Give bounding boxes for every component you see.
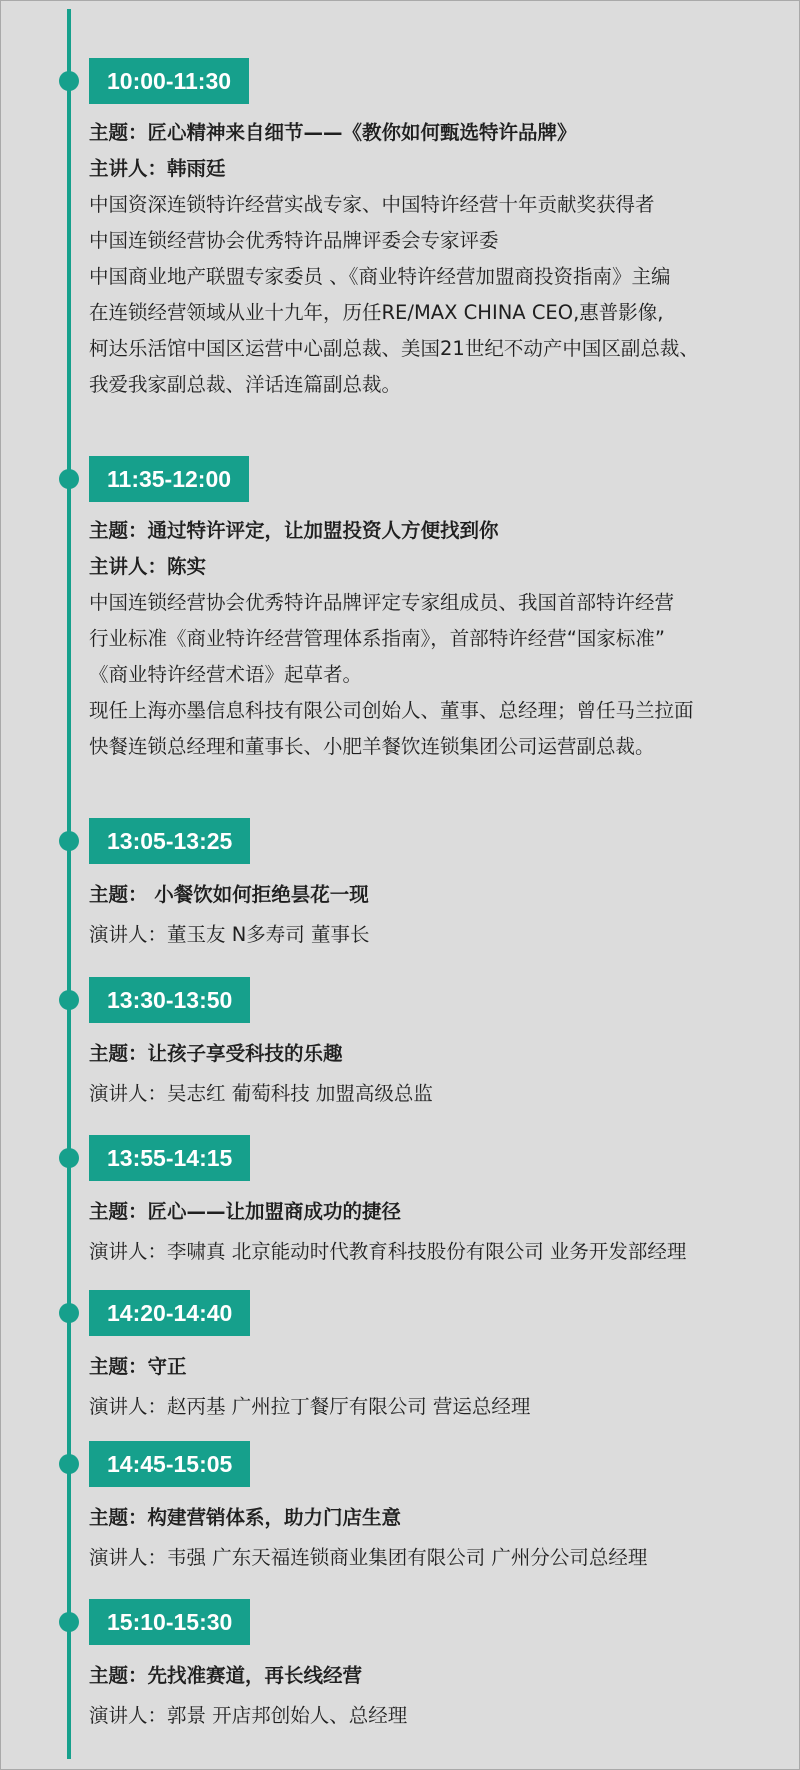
speaker-bio-line: 我爱我家副总裁、洋话连篇副总裁。 [89, 373, 402, 396]
event-speaker: 演讲人：赵丙基 广州拉丁餐厅有限公司 营运总经理 [89, 1395, 531, 1418]
event-topic: 主题： 小餐饮如何拒绝昙花一现 [89, 883, 369, 906]
event-topic: 主题：匠心——让加盟商成功的捷径 [89, 1200, 402, 1223]
speaker-bio-line: 中国资深连锁特许经营实战专家、中国特许经营十年贡献奖获得者 [89, 193, 655, 216]
speaker-bio-line: 中国连锁经营协会优秀特许品牌评委会专家评委 [89, 229, 499, 252]
timeline-dot [59, 831, 79, 851]
speaker-bio-line: 在连锁经营领域从业十九年，历任RE/MAX CHINA CEO,惠普影像, [89, 301, 664, 324]
speaker-bio-line: 中国商业地产联盟专家委员 、《商业特许经营加盟商投资指南》主编 [89, 265, 671, 288]
timeline-dot [59, 1612, 79, 1632]
event-details [89, 513, 775, 765]
event-details [89, 115, 775, 403]
speaker-bio-line: 柯达乐活馆中国区运营中心副总裁、美国21世纪不动产中国区副总裁、 [89, 337, 699, 360]
speaker-bio-line: 快餐连锁总经理和董事长、小肥羊餐饮连锁集团公司运营副总裁。 [89, 735, 655, 758]
time-badge: 13:30-13:50 [89, 977, 250, 1023]
event-topic: 主题：匠心精神来自细节——《教你如何甄选特许品牌》 [89, 121, 577, 144]
event-topic: 主题：通过特许评定，让加盟投资人方便找到你 [89, 519, 499, 542]
event-speaker: 演讲人：韦强 广东天福连锁商业集团有限公司 广州分公司总经理 [89, 1546, 648, 1569]
event-topic: 主题：守正 [89, 1355, 187, 1378]
speaker-bio-line: 《商业特许经营术语》起草者。 [89, 663, 363, 686]
event-speaker: 演讲人：郭景 开店邦创始人、总经理 [89, 1704, 408, 1727]
event-speaker: 主讲人：韩雨廷 [89, 157, 226, 180]
time-badge: 13:05-13:25 [89, 818, 250, 864]
event-speaker: 主讲人：陈实 [89, 555, 207, 578]
time-badge: 13:55-14:15 [89, 1135, 250, 1181]
event-topic: 主题：先找准赛道，再长线经营 [89, 1664, 363, 1687]
event-speaker: 演讲人：吴志红 葡萄科技 加盟高级总监 [89, 1082, 433, 1105]
event-details [89, 877, 775, 953]
time-badge: 15:10-15:30 [89, 1599, 250, 1645]
event-details [89, 1658, 775, 1734]
speaker-bio-line: 行业标准《商业特许经营管理体系指南》，首部特许经营“国家标准” [89, 627, 665, 650]
timeline-dot [59, 71, 79, 91]
event-details [89, 1036, 775, 1112]
speaker-bio-line: 中国连锁经营协会优秀特许品牌评定专家组成员、我国首部特许经营 [89, 591, 675, 614]
time-badge: 14:20-14:40 [89, 1290, 250, 1336]
speaker-bio-line: 现任上海亦墨信息科技有限公司创始人、董事、总经理；曾任马兰拉面 [89, 699, 694, 722]
timeline-dot [59, 1454, 79, 1474]
timeline-line [67, 9, 71, 1759]
time-badge: 11:35-12:00 [89, 456, 249, 502]
event-details [89, 1349, 775, 1425]
event-topic: 主题：让孩子享受科技的乐趣 [89, 1042, 343, 1065]
event-details [89, 1194, 775, 1270]
event-details [89, 1500, 775, 1576]
time-badge: 14:45-15:05 [89, 1441, 250, 1487]
timeline-dot [59, 469, 79, 489]
event-topic: 主题：构建营销体系，助力门店生意 [89, 1506, 402, 1529]
time-badge: 10:00-11:30 [89, 58, 249, 104]
event-speaker: 演讲人：李啸真 北京能动时代教育科技股份有限公司 业务开发部经理 [89, 1240, 687, 1263]
timeline-dot [59, 990, 79, 1010]
event-speaker: 演讲人：董玉友 N多寿司 董事长 [89, 923, 370, 946]
timeline-dot [59, 1303, 79, 1323]
timeline-dot [59, 1148, 79, 1168]
